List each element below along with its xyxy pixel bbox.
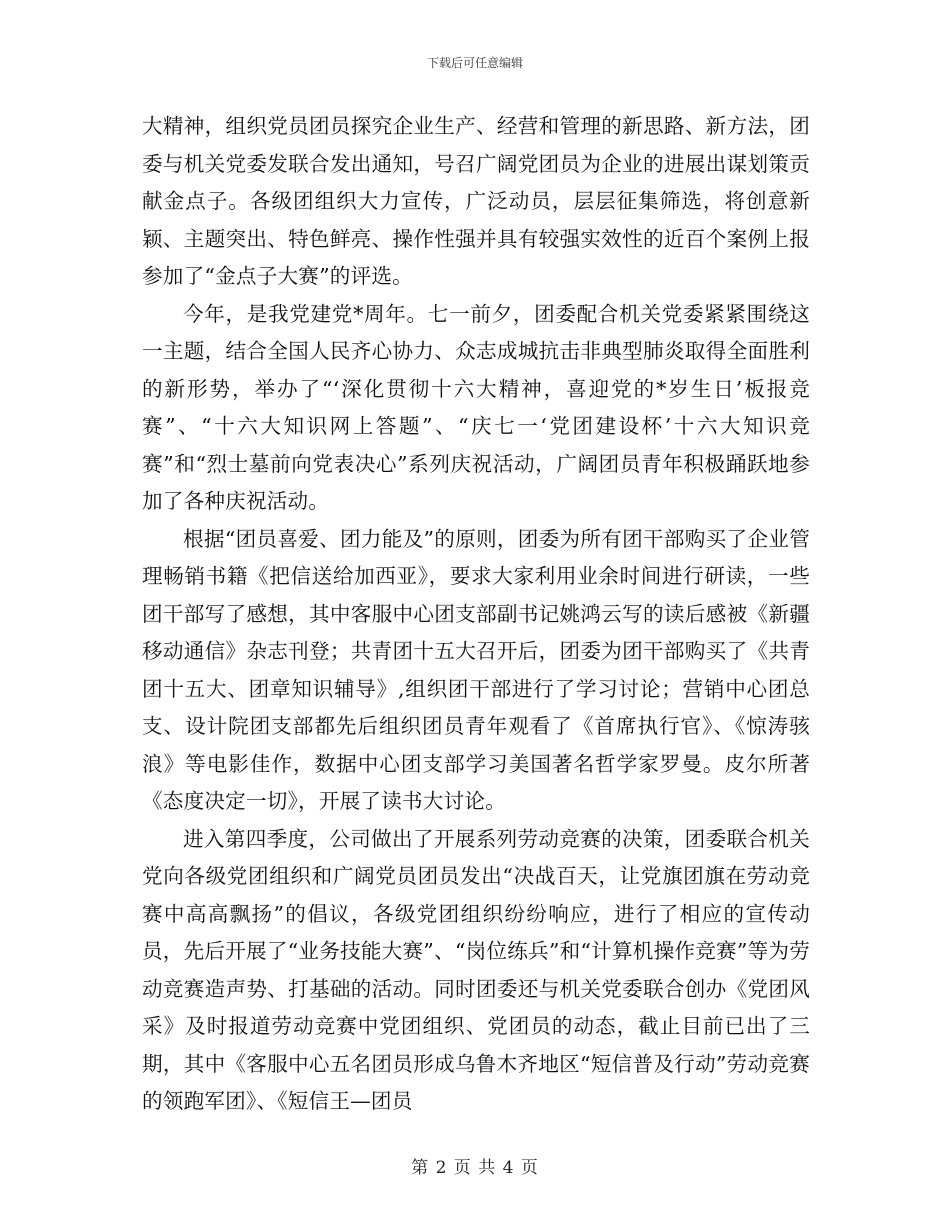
paragraph-labor-competition: 进入第四季度，公司做出了开展系列劳动竞赛的决策，团委联合机关党向各级党团组织和广阔党员团员发出“决战百天，让党旗团旗在劳动竞赛中高高飘扬”的倡议，各级党团组织纷纷响应，进行了相应的宣传动员，先后开展了“业务技能大赛”、“岗位练兵”和“计算机操作竞赛”等为劳动竞赛造声势、打基础的活动。同时团委还与机关党委联合创办《党团风采》及时报道劳动竞赛中党团组织、党团员的动态，截止目前已出了三期，其中《客服中心五名团员形成乌鲁木齐地区“短信普及行动”劳动竞赛的领跑军团》、《短信王—团员 (142, 826, 810, 1113)
paragraph-reading: 根据“团员喜爱、团力能及”的原则，团委为所有团干部购买了企业管理畅销书籍《把信送给加西亚》，要求大家利用业余时间进行研读，一些团干部写了感想，其中客服中心团支部副书记姚鸿云写的读后感被《新疆移动通信》杂志刊登；共青团十五大召开后，团委为团干部购买了《共青团十五大、团章知识辅导》,组织团干部进行了学习讨论；营销中心团总支、设计院团支部都先后组织团员青年观看了《首席执行官》、《惊涛骇浪》等电影佳作，数据中心团支部学习美国著名哲学家罗曼。皮尔所著《态度决定一切》，开展了读书大讨论。 (142, 526, 810, 813)
page-header: 下载后可任意编辑 (426, 56, 523, 70)
paragraph-anniversary: 今年，是我党建党*周年。七一前夕，团委配合机关党委紧紧围绕这一主题，结合全国人民齐心协力、众志成城抗击非典型肺炎取得全面胜利的新形势，举办了“‘深化贯彻十六大精神，喜迎党的*岁生日’板报竞赛”、“十六大知识网上答题”、“庆七一‘党团建设杯’十六大知识竞赛”和“烈士墓前向党表决心”系列庆祝活动，广阔团员青年积极踊跃地参加了各种庆祝活动。 (142, 301, 810, 513)
document-body (142, 108, 810, 1121)
paragraph-continuation: 大精神，组织党员团员探究企业生产、经营和管理的新思路、新方法，团委与机关党委发联合发出通知，号召广阔党团员为企业的进展出谋划策贡献金点子。各级团组织大力宣传，广泛动员，层层征集筛选，将创意新颖、主题突出、特色鲜亮、操作性强并具有较强实效性的近百个案例上报参加了“金点子大赛”的评选。 (142, 114, 810, 288)
page-number-footer: 第 2 页 共 4 页 (411, 1158, 539, 1178)
